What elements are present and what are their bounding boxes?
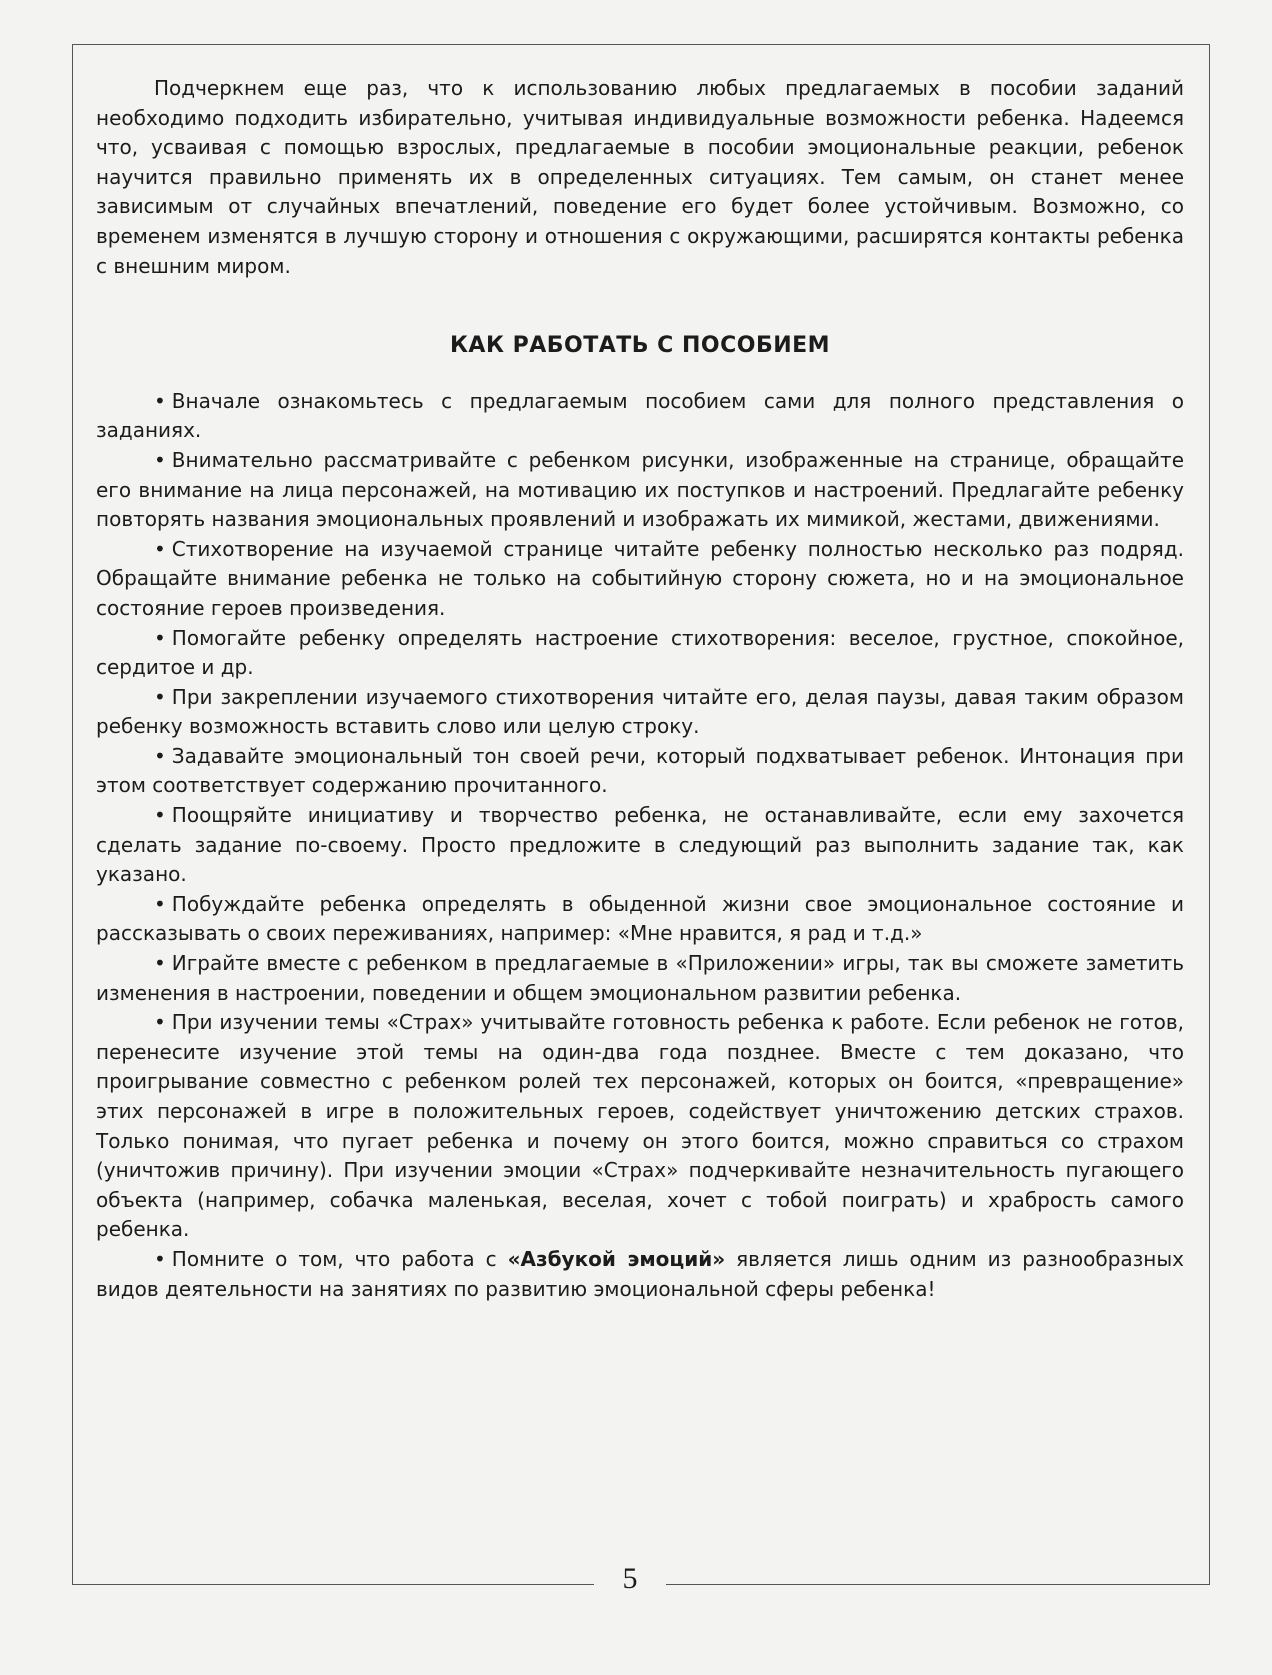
- list-item: [96, 1008, 1184, 1245]
- list-item: [96, 890, 1184, 949]
- list-item-text: Играйте вместе с ребенком в предлагаемые в «Приложении» игры, так вы сможете заметить изменения в настроении, поведении и общем эмоциональном развитии ребенка.: [96, 951, 1184, 1005]
- footer-rule-right: [666, 1584, 1210, 1585]
- page-number: 5: [622, 1562, 638, 1595]
- bullet-icon: •: [154, 447, 166, 472]
- list-item: [96, 535, 1184, 624]
- list-item-text: Внимательно рассматривайте с ребенком рисунки, изображенные на странице, обращайте его внимание на лица персонажей, на мотивацию их поступков и настроений. Предлагайте ребенку повторять названия эмоциональных проявлений и изображать их мимикой, жестами, движениями.: [96, 447, 1184, 532]
- bullet-icon: •: [154, 625, 166, 650]
- list-item-text: Стихотворение на изучаемой странице читайте ребенку полностью несколько раз подряд. Обращайте внимание ребенка не только на событийную сторону сюжета, но и на эмоциональное состояние героев произведения.: [96, 536, 1184, 620]
- list-item-text: При закреплении изучаемого стихотворения читайте его, делая паузы, давая таким образом ребенку возможность вставить слово или целую строку.: [96, 684, 1184, 739]
- list-item-text: Задавайте эмоциональный тон своей речи, который подхватывает ребенок. Интонация при этом соответствует содержанию прочитанного.: [96, 743, 1184, 798]
- bullet-icon: •: [154, 951, 166, 976]
- bullet-icon: •: [154, 536, 166, 561]
- page-body: [96, 74, 1184, 1304]
- section-heading: КАК РАБОТАТЬ С ПОСОБИЕМ: [449, 333, 831, 359]
- bullet-icon: •: [154, 891, 166, 916]
- bullet-icon: •: [154, 1010, 166, 1035]
- list-item: [96, 742, 1184, 801]
- list-item: [96, 949, 1184, 1008]
- list-item-text: При изучении темы «Страх» учитывайте готовность ребенка к работе. Если ребенок не готов, перенесите изучение этой темы на один-два года позднее. Вместе с тем доказано, что проигрывание совместно с ребенком ролей тех персонажей, которых он боится, «превращение» этих персонажей в игре в положительных героев, содействует уничтожению детских страхов. Только понимая, что пугает ребенка и почему он этого боится, можно справиться со страхом (уничтожив причину). При изучении эмоции «Страх» подчеркивайте незначительность пугающего объекта (например, собачка маленькая, веселая, хочет с тобой поиграть) и храбрость самого ребенка.: [96, 1010, 1184, 1242]
- footer-rule-left: [72, 1584, 594, 1585]
- list-item: [96, 446, 1184, 535]
- list-item-text-end: является лишь одним из разнообразных видов деятельности на занятиях по развитию эмоциональной сферы ребенка!: [96, 1246, 1185, 1301]
- list-item: [96, 387, 1184, 446]
- list-item-text: Поощряйте инициативу и творчество ребенка, не останавливайте, если ему захочется сделать задание по-своему. Просто предложите в следующий раз выполнить задание так, как указано.: [96, 803, 1184, 887]
- list-item-text: Вначале ознакомьтесь с предлагаемым пособием сами для полного представления о заданиях.: [96, 388, 1184, 443]
- bullet-icon: •: [154, 684, 166, 709]
- bullet-icon: •: [154, 1246, 166, 1271]
- bullet-icon: •: [154, 803, 166, 828]
- instruction-list: [96, 387, 1184, 1304]
- list-item-text: Побуждайте ребенка определять в обыденной жизни свое эмоциональное состояние и рассказывать о своих переживаниях, например: «Мне нравится, я рад и т.д.»: [96, 891, 1184, 946]
- bullet-icon: •: [154, 388, 166, 413]
- list-item: [96, 1245, 1184, 1304]
- intro-paragraph: Подчеркнем еще раз, что к использованию любых предлагаемых в пособии заданий необходимо подходить избирательно, учитывая индивидуальные возможности ребенка. Надеемся что, усваивая с помощью взрослых, предлагаемые в пособии эмоциональные реакции, ребенок научится правильно применять их в определенных ситуациях. Тем самым, он станет менее зависимым от случайных впечатлений, поведение его будет более устойчивым. Возможно, со временем изменятся в лучшую сторону и отношения с окружающими, расширятся контакты ребенка с внешним миром.: [96, 76, 1184, 278]
- list-item: [96, 683, 1184, 742]
- list-item-text: Помогайте ребенку определять настроение стихотворения: веселое, грустное, спокойное, сердитое и др.: [96, 625, 1184, 680]
- bullet-icon: •: [154, 743, 166, 768]
- list-item: [96, 624, 1184, 683]
- book-title-bold: «Азбукой эмоций»: [507, 1246, 726, 1271]
- list-item: [96, 801, 1184, 890]
- list-item-text-start: Помните о том, что работа с: [171, 1246, 508, 1271]
